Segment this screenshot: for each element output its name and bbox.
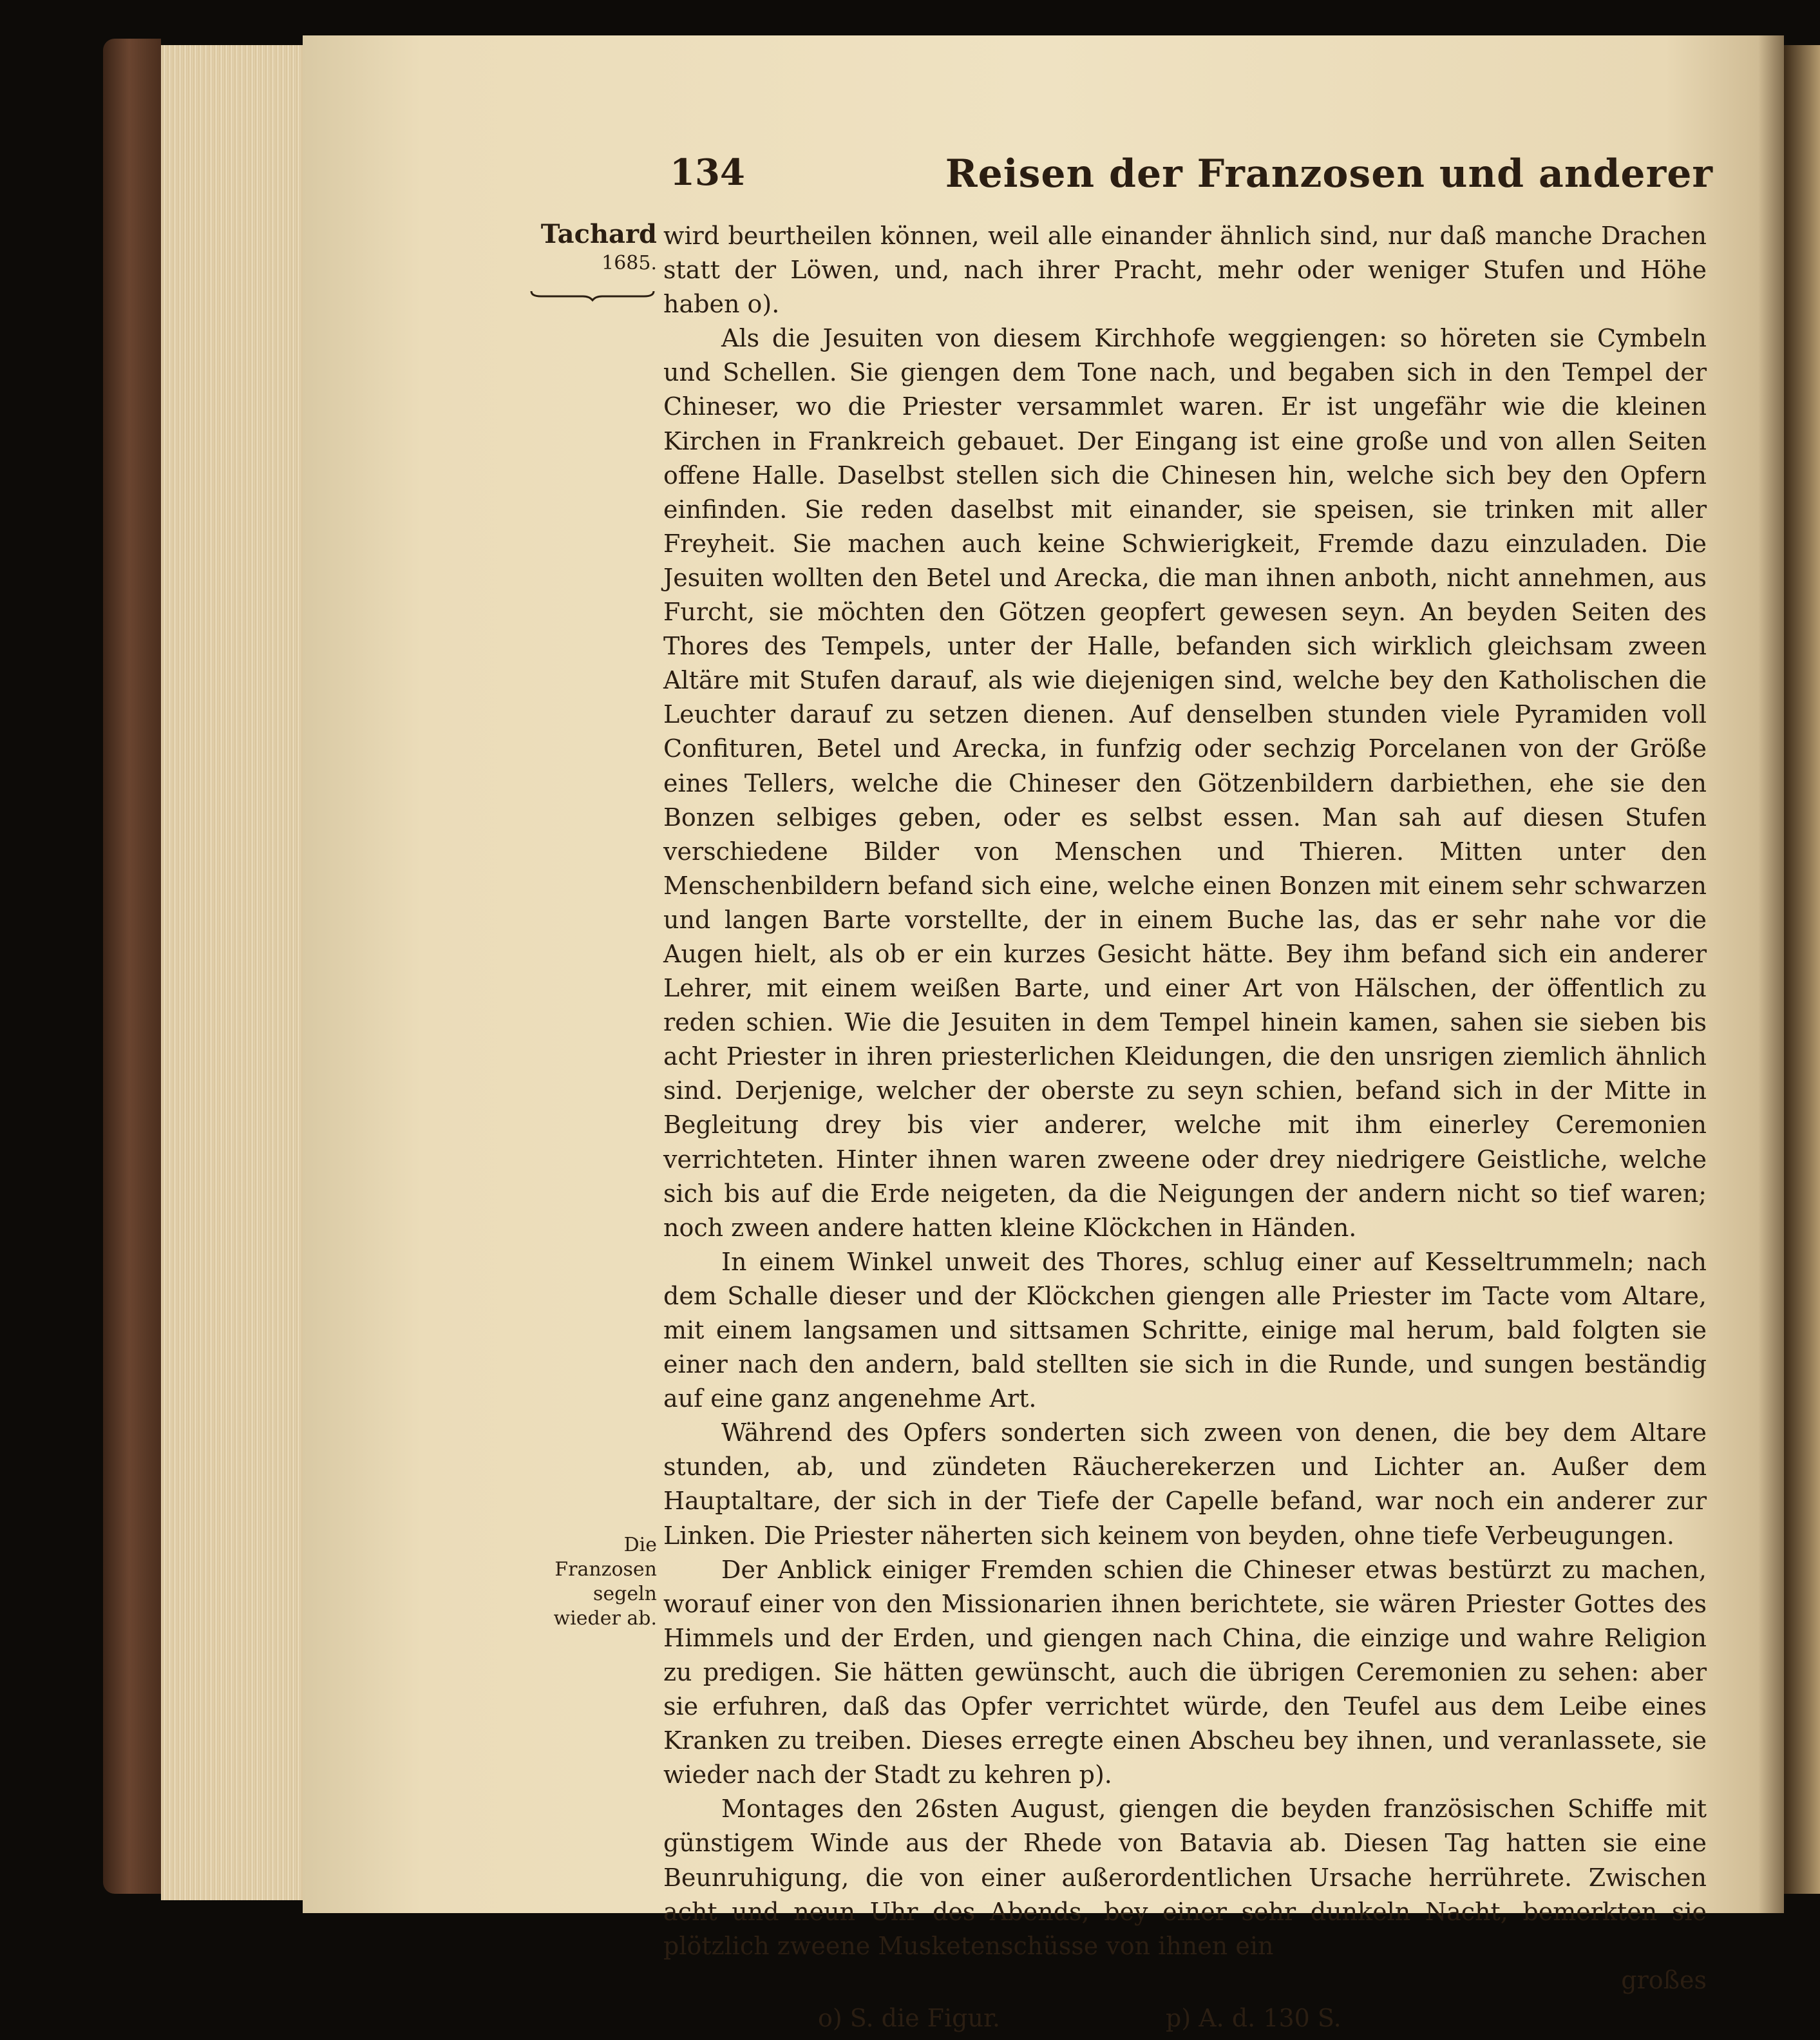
page-edges xyxy=(161,45,309,1900)
paragraph: Während des Opfers sonderten sich zween von denen, die bey dem Altare stunden, ab, und zündeten Räucherekerzen und Lichter an. Außer dem Hauptaltare, der sich in der Tiefe der Capelle befand, war noch ein anderer zur Linken. Die Priester näherten sich keinem von beyden, ohne tiefe Verbeugungen. xyxy=(663,1418,1707,1550)
ornament-rule xyxy=(528,283,657,303)
margin-note-year: 1685. xyxy=(602,252,657,274)
catchword: großes xyxy=(1621,1965,1707,1994)
paragraph: In einem Winkel unweit des Thores, schlug einer auf Kesseltrummeln; nach dem Schalle dieser und der Klöckchen giengen alle Priester im Tacte vom Altare, mit einem langsamen und sittsamen Schritte, einige mal herum, bald folgten sie einer nach den andern, bald stellten sie sich in die Runde, und sungen beständig auf eine ganz angenehme Art. xyxy=(663,1247,1707,1413)
paragraph: Als die Jesuiten von diesem Kirchhofe weggiengen: so höreten sie Cymbeln und Schellen. Sie giengen dem Tone nach, und begaben sich in den Tempel der Chineser, wo die Priester versammlet waren. Er ist ungefähr wie die kleinen Kirchen in Frankreich gebauet. Der Eingang ist eine große und von allen Seiten offene Halle. Daselbst stellen sich die Chinesen hin, welche sich bey den Opfern einfinden. Sie reden daselbst mit einander, sie speisen, sie trinken mit aller Freyheit. Sie machen auch keine Schwierigkeit, Fremde dazu einzuladen. Die Jesuiten wollten den Betel und Arecka, die man ihnen anboth, nicht annehmen, aus Furcht, sie möchten den Götzen geopfert gewesen seyn. An beyden Seiten des Thores des Tempels, unter der Halle, befanden sich wirklich gleichsam zween Altäre mit Stufen darauf, als wie diejenigen sind, welche bey den Katholischen die Leuchter darauf zu setzen dienen. Auf denselben stunden viele Pyramiden voll Confituren, Betel und Arecka, in funfzig oder sechzig Porcelanen von der Größe eines Tellers, welche die Chineser den Götzenbildern darbiethen, ehe sie den Bonzen selbiges geben, oder es selbst essen. Man sah auf diesen Stufen verschiedene Bilder von Menschen und Thieren. Mitten unter den Menschenbildern befand sich eine, welche einen Bonzen mit einem sehr schwarzen und langen Barte vorstellte, der in einem Buche las, das er sehr nahe vor die Augen hielt, als ob er ein kurzes Gesicht hätte. Bey ihm befand sich ein anderer Lehrer, mit einem weißen Barte, und einer Art von Hälschen, der öffentlich zu reden schien. Wie die Jesuiten in dem Tempel hinein kamen, sahen sie sieben bis acht Priester in ihren priesterlichen Kleidungen, die den unsrigen ziemlich ähnlich sind. Derjenige, welcher der oberste zu seyn schien, befand sich in der Mitte in Begleitung drey bis vier anderer, welche mit ihm einerley Ceremonien verrichteten. Hinter ihnen waren zweene oder drey niedrigere Geistliche, welche sich bis auf die Erde neigeten, da die Neigungen der andern nicht so tief waren; noch zween andere hatten kleine Klöckchen in Händen. xyxy=(663,324,1707,1242)
page-header xyxy=(670,151,1713,203)
footnote-o: o) S. die Figur. xyxy=(818,2003,1001,2032)
margin-note-departure: Die Franzosen segeln wieder ab. xyxy=(553,1534,657,1630)
paragraph: wird beurtheilen können, weil alle einander ähnlich sind, nur daß manche Drachen statt der Löwen, und, nach ihrer Pracht, mehr oder weniger Stufen und Höhe haben o). xyxy=(663,222,1707,319)
page-number: 134 xyxy=(670,151,745,194)
paragraph: Der Anblick einiger Fremden schien die Chineser etwas bestürzt zu machen, worauf einer von den Missionarien ihnen berichtete, sie wären Priester Gottes des Himmels und der Erden, und giengen nach China, die einzige und wahre Religion zu predigen. Sie hätten gewünscht, auch die übrigen Ceremonien zu sehen: aber sie erfuhren, daß das Opfer verrichtet würde, den Teufel aus dem Leibe eines Kranken zu treiben. Dieses erregte einen Abscheu bey ihnen, und veranlassete, sie wieder nach der Stadt zu kehren p). xyxy=(663,1555,1707,1789)
paragraph: Montages den 26sten August, giengen die beyden französischen Schiffe mit günstigem Winde aus der Rhede von Batavia ab. Diesen Tag hatten sie eine Beunruhigung, die von einer außerordentlichen Ursache herrührete. Zwischen acht und neun Uhr des Abends, bey einer sehr dunkeln Nacht, bemerkten sie plötzlich zweene Musketenschüsse von ihnen ein xyxy=(663,1795,1707,1960)
book-cover-edge xyxy=(103,39,161,1894)
margin-note-author: Tachard xyxy=(540,219,657,249)
spine-shadow xyxy=(1758,35,1784,1913)
footnote-p: p) A. d. 130 S. xyxy=(1166,2003,1341,2032)
footnotes xyxy=(663,2001,1707,2040)
margin-note-tachard xyxy=(528,219,657,274)
facing-page-edge xyxy=(1784,45,1820,1894)
body-text xyxy=(663,219,1707,2040)
running-head: Reisen der Franzosen und anderer xyxy=(945,151,1713,196)
